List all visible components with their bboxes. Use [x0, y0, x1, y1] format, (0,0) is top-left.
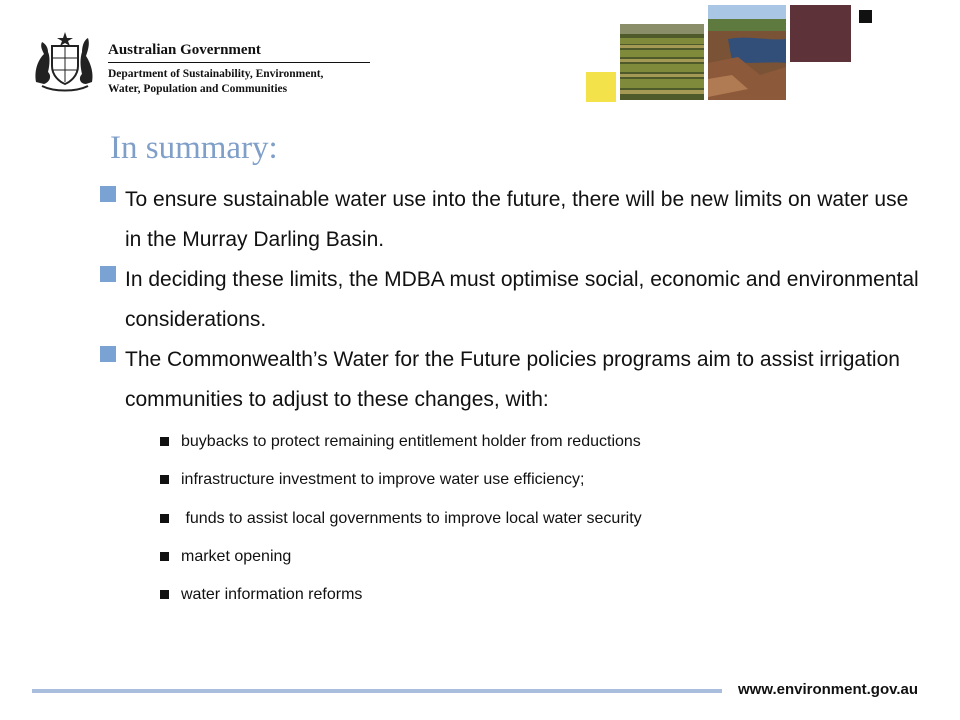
government-logo [30, 30, 350, 100]
black-square-bullet-icon [160, 514, 169, 523]
sub-bullet-text: buybacks to protect remaining entitlement holder from reductions [181, 433, 641, 450]
blue-square-bullet-icon [100, 266, 116, 282]
black-square-bullet-icon [160, 552, 169, 561]
footer-website-url: www.environment.gov.au [738, 681, 919, 698]
decorative-black-square [859, 10, 872, 23]
main-bullet-text: The Commonwealth’s Water for the Future policies programs aim to assist irrigation communities to adjust to these changes, with: [125, 348, 900, 411]
black-square-bullet-icon [160, 475, 169, 484]
decorative-maroon-square [790, 5, 851, 62]
footer-divider [32, 689, 722, 693]
main-bullet-text: To ensure sustainable water use into the future, there will be new limits on water use in the Murray Darling Basin. [125, 188, 909, 251]
black-square-bullet-icon [160, 437, 169, 446]
sub-bullet-text: market opening [181, 548, 292, 565]
slide-title: In summary: [110, 130, 278, 166]
sub-bullet-text: infrastructure investment to improve water use efficiency; [181, 471, 585, 488]
sub-bullet-text: water information reforms [181, 586, 363, 603]
government-title: Australian Government [108, 42, 261, 58]
blue-square-bullet-icon [100, 346, 116, 362]
department-name-line-1: Department of Sustainability, Environment, [108, 68, 324, 80]
header-divider [108, 62, 370, 63]
department-name-line-2: Water, Population and Communities [108, 83, 288, 95]
blue-square-bullet-icon [100, 186, 116, 202]
coat-of-arms-icon [30, 30, 100, 92]
sub-bullet-text: funds to assist local governments to improve local water security [181, 510, 642, 527]
crop-rows-image [620, 24, 704, 100]
river-landscape-image [708, 5, 786, 100]
black-square-bullet-icon [160, 590, 169, 599]
main-bullet-text: In deciding these limits, the MDBA must optimise social, economic and environmental considerations. [125, 268, 919, 331]
decorative-yellow-square [586, 72, 616, 102]
